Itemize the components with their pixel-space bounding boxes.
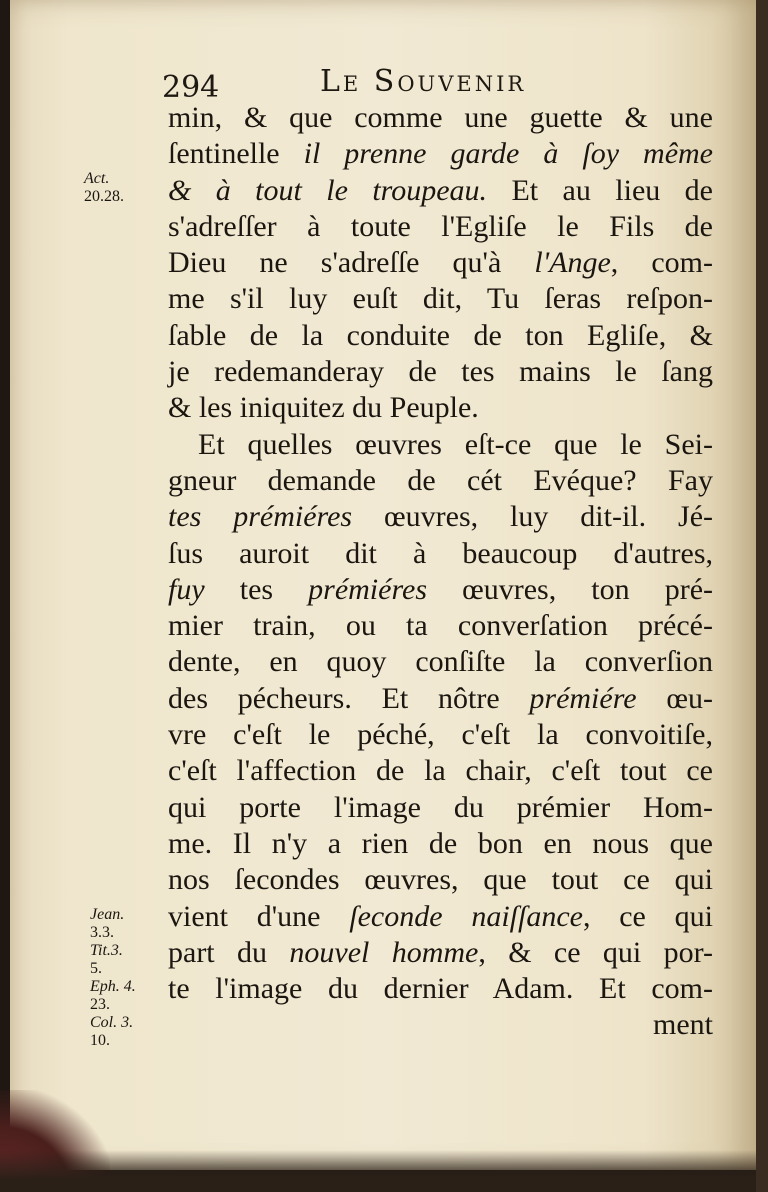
margin-note-line: 20.28.	[84, 188, 124, 205]
text-line: mier train, ou ta converſation précé-	[168, 609, 713, 643]
page-right-edge	[756, 0, 768, 1192]
margin-note-line: 5.	[90, 960, 102, 977]
text-line: dente, en quoy conſiſte la converſion	[168, 645, 713, 679]
running-title: Le Souvenir	[320, 64, 527, 99]
margin-note-line: 3.3.	[90, 924, 114, 941]
text-line	[168, 245, 713, 281]
text-run: , ce qui	[582, 899, 713, 933]
text-line	[168, 681, 713, 717]
page-bottom-shadow	[0, 1150, 768, 1192]
page-number: 294	[162, 70, 220, 105]
text-run: , com-	[610, 246, 714, 280]
text-run: Dieu ne s'adreſſe qu'à	[168, 246, 535, 280]
text-run: œu-	[636, 681, 713, 715]
text-line: Et quelles œuvres eſt-ce que le Sei-	[198, 427, 713, 461]
text-run: ſentinelle	[168, 137, 304, 171]
margin-note-line: Tit.3.	[90, 942, 123, 959]
text-line: ſable de la conduite de ton Egliſe, &	[168, 318, 713, 352]
text-run-italic: l'Ange	[534, 246, 611, 280]
text-run-italic: nouvel homme	[289, 935, 479, 969]
text-line: te l'image du dernier Adam. Et com-	[168, 972, 713, 1006]
text-line: me s'il luy euſt dit, Tu ſeras reſpon-	[168, 282, 713, 316]
text-run: vient d'une	[168, 899, 350, 933]
text-run: , & ce qui por-	[478, 935, 713, 969]
text-run-italic: ſeconde naiſſance	[349, 899, 583, 933]
text-line: vre c'eſt le péché, c'eſt la convoitiſe,	[168, 718, 713, 752]
text-line: qui porte l'image du prémier Hom-	[168, 790, 713, 824]
text-run: œuvres, ton pré-	[427, 572, 714, 606]
text-line: ſus auroit dit à beaucoup d'autres,	[168, 536, 713, 570]
text-line: s'adreſſer à toute l'Egliſe le Fils de	[168, 209, 713, 243]
text-line	[168, 935, 713, 971]
margin-note-references	[90, 906, 136, 1050]
text-line: c'eſt l'affection de la chair, c'eſt tout ce	[168, 754, 713, 788]
text-run: Et au lieu de	[487, 173, 713, 207]
margin-note-line: Col. 3.	[90, 1014, 134, 1031]
text-run-italic: & à tout le troupeau.	[168, 173, 488, 207]
text-line	[168, 499, 713, 535]
text-run-italic: il prenne garde à ſoy même	[303, 137, 713, 171]
text-run: des pécheurs. Et nôtre	[168, 681, 530, 715]
text-line	[168, 136, 713, 172]
text-line: gneur demande de cét Evéque? Fay	[168, 463, 713, 497]
text-run-italic: tes prémiéres	[168, 500, 353, 534]
margin-note-line: Act.	[84, 170, 110, 187]
catchword: ment	[653, 1008, 713, 1042]
text-run: part du	[168, 935, 290, 969]
margin-note-line: 23.	[90, 996, 110, 1013]
text-line: nos ſecondes œuvres, que tout ce qui	[168, 863, 713, 897]
text-line	[168, 173, 713, 209]
text-line: & les iniquitez du Peuple.	[168, 391, 479, 425]
text-run: tes	[204, 572, 309, 606]
text-line: je redemanderay de tes mains le ſang	[168, 355, 713, 389]
text-line	[168, 899, 713, 935]
text-run: œuvres, luy dit-il. Jé-	[352, 500, 713, 534]
margin-note-line: 10.	[90, 1032, 110, 1049]
text-line	[168, 572, 713, 608]
text-run-italic: prémiére	[529, 681, 637, 715]
body-text	[168, 100, 713, 1044]
text-run-italic: fuy	[168, 572, 205, 606]
page-paper	[10, 0, 756, 1170]
margin-note-reference	[84, 170, 124, 206]
text-line: me. Il n'y a rien de bon en nous que	[168, 826, 713, 860]
margin-note-line: Eph. 4.	[90, 978, 136, 995]
text-run-italic: prémiéres	[308, 572, 427, 606]
margin-note-line: Jean.	[90, 906, 125, 923]
text-line: min, & que comme une guette & une	[168, 101, 713, 134]
